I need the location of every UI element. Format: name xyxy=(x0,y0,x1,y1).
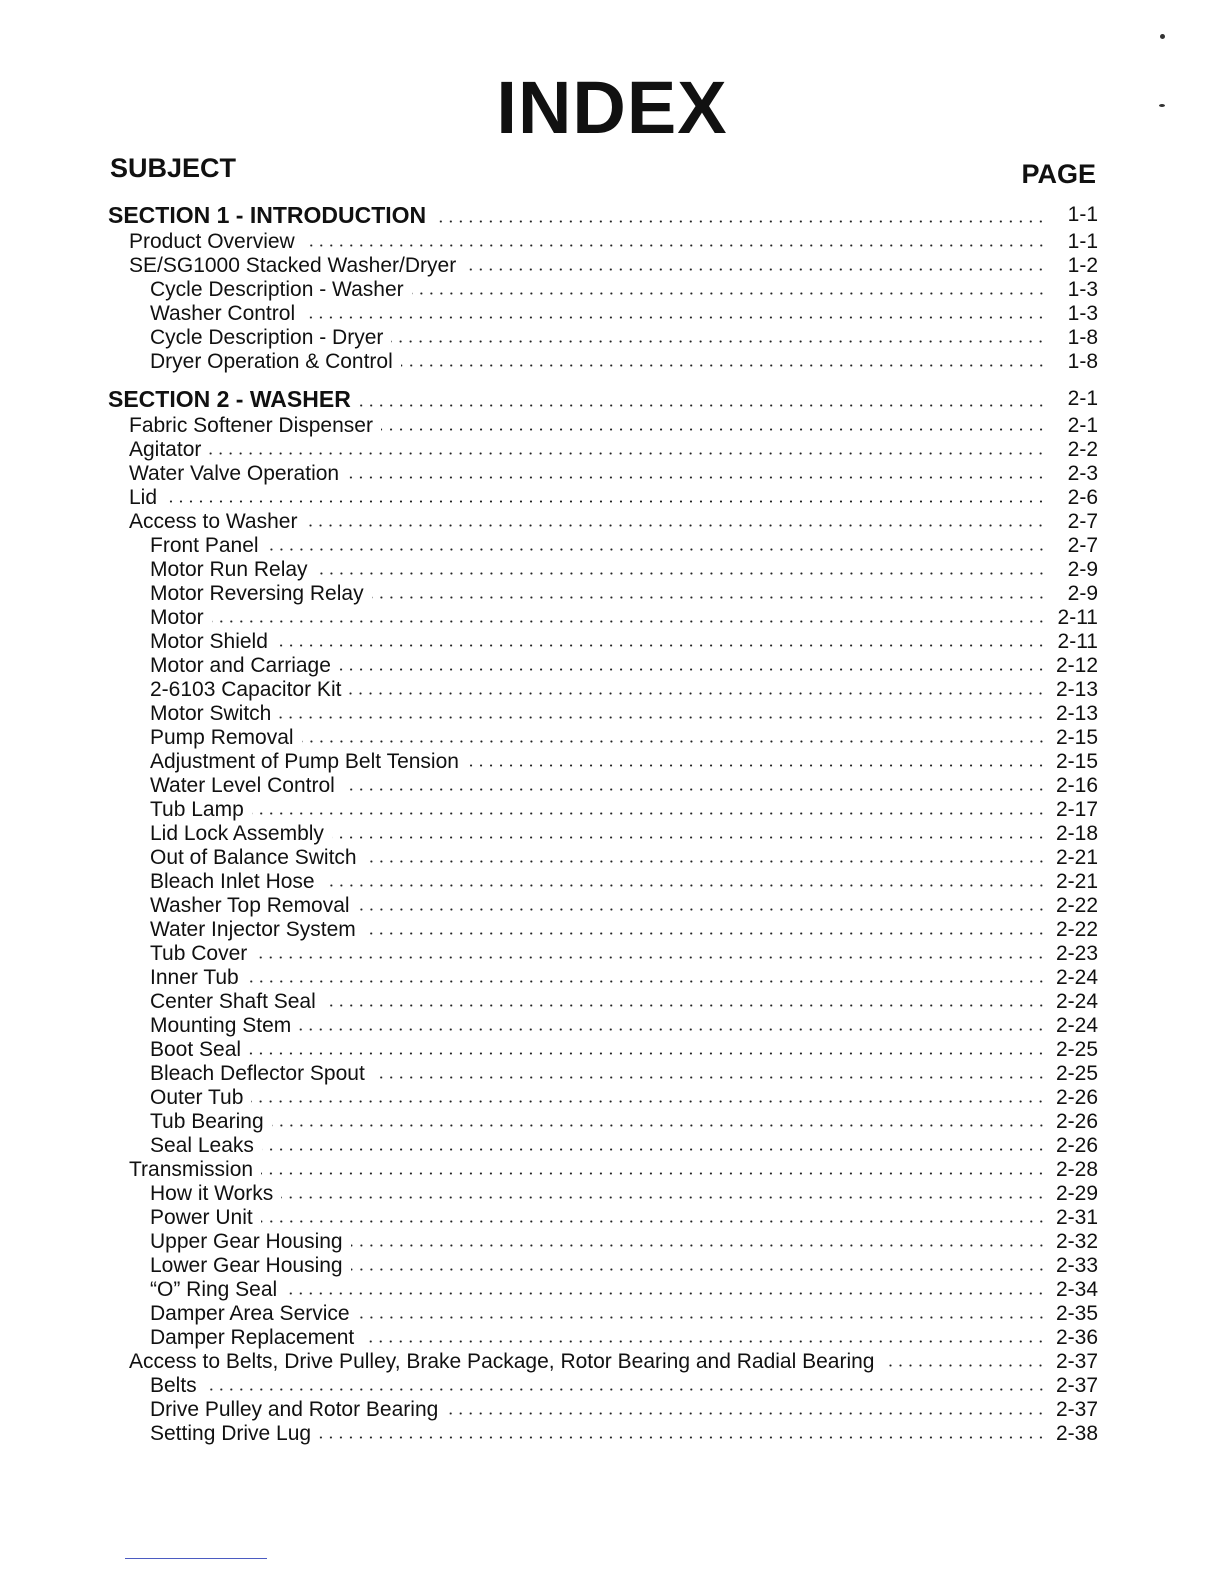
scan-underline xyxy=(125,1558,267,1559)
dot-leader xyxy=(316,572,1046,575)
toc-entry-row xyxy=(108,846,1098,870)
entry-title: Out of Balance Switch xyxy=(150,846,357,869)
page-number: 2-26 xyxy=(1055,1086,1098,1109)
toc-entry-row xyxy=(108,1110,1098,1134)
toc-entry-row xyxy=(108,990,1098,1014)
toc-entry-row xyxy=(108,726,1098,750)
entry-title: Front Panel xyxy=(150,534,259,557)
page-number: 2-38 xyxy=(1055,1422,1098,1445)
entry-title: Tub Bearing xyxy=(150,1110,264,1133)
page-number: 2-15 xyxy=(1055,726,1098,749)
dot-leader xyxy=(412,292,1046,295)
entry-title: Outer Tub xyxy=(150,1086,244,1109)
toc-entry-row xyxy=(108,918,1098,942)
entry-title: Water Valve Operation xyxy=(129,462,340,485)
toc-entry-row xyxy=(108,1158,1098,1182)
page-number: 2-13 xyxy=(1055,702,1098,725)
entry-title: Tub Lamp xyxy=(150,798,244,821)
entry-title: Motor and Carriage xyxy=(150,654,331,677)
page-number: 2-29 xyxy=(1055,1182,1098,1205)
dot-leader xyxy=(299,1028,1046,1031)
toc-entry-row xyxy=(108,582,1098,606)
page-number: 2-1 xyxy=(1067,387,1098,410)
entry-title: Center Shaft Seal xyxy=(150,990,316,1013)
dot-leader xyxy=(305,524,1046,527)
page-number: 1-1 xyxy=(1067,230,1098,253)
entry-title: Access to Belts, Drive Pulley, Brake Package, Rotor Bearing and Radial Bearing xyxy=(129,1350,875,1373)
dot-leader xyxy=(358,908,1046,911)
page-number: 2-26 xyxy=(1055,1110,1098,1133)
page-number: 2-33 xyxy=(1055,1254,1098,1277)
entry-title: Damper Area Service xyxy=(150,1302,350,1325)
toc-entry-row xyxy=(108,1302,1098,1326)
dot-leader xyxy=(434,220,1046,223)
page-number: 2-2 xyxy=(1067,438,1098,461)
entry-title: Seal Leaks xyxy=(150,1134,254,1157)
page-number: 2-22 xyxy=(1055,918,1098,941)
entry-title: “O” Ring Seal xyxy=(150,1278,278,1301)
toc-entry-row xyxy=(108,1206,1098,1230)
scan-speck xyxy=(1159,104,1165,107)
toc-entry-row xyxy=(108,822,1098,846)
page-number: 1-1 xyxy=(1067,203,1098,226)
entry-title: Motor Reversing Relay xyxy=(150,582,364,605)
dot-leader xyxy=(446,1412,1046,1415)
page-number: 2-25 xyxy=(1055,1038,1098,1061)
page-number: 2-32 xyxy=(1055,1230,1098,1253)
entry-title: Bleach Inlet Hose xyxy=(150,870,315,893)
toc-entry-row xyxy=(108,630,1098,654)
toc-entry-row xyxy=(108,606,1098,630)
toc-entry-row xyxy=(108,230,1098,254)
entry-title: Motor Run Relay xyxy=(150,558,308,581)
toc-entry-row xyxy=(108,678,1098,702)
dot-leader xyxy=(261,1220,1046,1223)
entry-title: SECTION 1 - INTRODUCTION xyxy=(108,202,427,228)
page-number: 2-9 xyxy=(1067,582,1098,605)
entry-title: Motor xyxy=(150,606,204,629)
page-number: 2-12 xyxy=(1055,654,1098,677)
toc-entry-row xyxy=(108,302,1098,326)
dot-leader xyxy=(261,1172,1046,1175)
entry-title: Power Unit xyxy=(150,1206,253,1229)
toc-entry-row xyxy=(108,1038,1098,1062)
section-heading-row xyxy=(108,384,1098,414)
page-number: 1-2 xyxy=(1067,254,1098,277)
entry-title: Inner Tub xyxy=(150,966,239,989)
entry-title: Pump Removal xyxy=(150,726,294,749)
dot-leader xyxy=(362,1340,1046,1343)
scan-speck xyxy=(1160,34,1165,39)
toc-entry-row xyxy=(108,1062,1098,1086)
page-number: 2-28 xyxy=(1055,1158,1098,1181)
dot-leader xyxy=(351,1244,1046,1247)
page-number: 2-37 xyxy=(1055,1398,1098,1421)
dot-leader xyxy=(372,596,1046,599)
page-number: 2-11 xyxy=(1057,630,1098,653)
subject-column-header: SUBJECT xyxy=(110,153,237,183)
dot-leader xyxy=(272,1124,1046,1127)
dot-leader xyxy=(882,1364,1046,1367)
page-number: 2-35 xyxy=(1055,1302,1098,1325)
dot-leader xyxy=(303,244,1046,247)
entry-title: Agitator xyxy=(129,438,202,461)
dot-leader xyxy=(303,316,1046,319)
dot-leader xyxy=(249,1052,1046,1055)
toc-section xyxy=(108,384,1098,1446)
page-number: 2-23 xyxy=(1055,942,1098,965)
page-number: 2-26 xyxy=(1055,1134,1098,1157)
page-number: 2-17 xyxy=(1055,798,1098,821)
page-number: 2-21 xyxy=(1055,870,1098,893)
dot-leader xyxy=(205,1388,1046,1391)
entry-title: Boot Seal xyxy=(150,1038,242,1061)
dot-leader xyxy=(358,1316,1046,1319)
toc-entry-row xyxy=(108,278,1098,302)
dot-leader xyxy=(323,884,1046,887)
entry-title: Lower Gear Housing xyxy=(150,1254,343,1277)
toc-section xyxy=(108,200,1098,374)
toc-entry-row xyxy=(108,966,1098,990)
entry-title: SE/SG1000 Stacked Washer/Dryer xyxy=(129,254,457,277)
entry-title: Drive Pulley and Rotor Bearing xyxy=(150,1398,439,1421)
entry-title: Upper Gear Housing xyxy=(150,1230,343,1253)
dot-leader xyxy=(347,476,1046,479)
toc-entry-row xyxy=(108,1086,1098,1110)
page-number: 1-8 xyxy=(1067,326,1098,349)
entry-title: Adjustment of Pump Belt Tension xyxy=(150,750,459,773)
dot-leader xyxy=(212,620,1046,623)
toc-entry-row xyxy=(108,350,1098,374)
page-number: 2-25 xyxy=(1055,1062,1098,1085)
toc-entry-row xyxy=(108,254,1098,278)
page-column-header: PAGE xyxy=(1021,159,1096,189)
dot-leader xyxy=(255,956,1046,959)
entry-title: Product Overview xyxy=(129,230,295,253)
toc-entry-row xyxy=(108,654,1098,678)
page-number: 2-6 xyxy=(1067,486,1098,509)
dot-leader xyxy=(467,764,1046,767)
dot-leader xyxy=(324,1004,1046,1007)
page-number: 2-13 xyxy=(1055,678,1098,701)
page-number: 2-24 xyxy=(1055,966,1098,989)
dot-leader xyxy=(262,1148,1046,1151)
dot-leader xyxy=(252,812,1046,815)
entry-title: Belts xyxy=(150,1374,197,1397)
entry-title: How it Works xyxy=(150,1182,274,1205)
entry-title: Water Injector System xyxy=(150,918,356,941)
page-number: 2-9 xyxy=(1067,558,1098,581)
dot-leader xyxy=(401,364,1046,367)
toc-entry-row xyxy=(108,1326,1098,1350)
page-number: 2-31 xyxy=(1055,1206,1098,1229)
page-number: 2-18 xyxy=(1055,822,1098,845)
page-number: 2-37 xyxy=(1055,1350,1098,1373)
entry-title: Lid Lock Assembly xyxy=(150,822,324,845)
entry-title: Setting Drive Lug xyxy=(150,1422,312,1445)
dot-leader xyxy=(349,692,1046,695)
entry-title: Mounting Stem xyxy=(150,1014,292,1037)
page-number: 2-24 xyxy=(1055,990,1098,1013)
dot-leader xyxy=(339,668,1046,671)
toc-entry-row xyxy=(108,750,1098,774)
dot-leader xyxy=(267,548,1046,551)
entry-title: Motor Shield xyxy=(150,630,268,653)
entry-title: Motor Switch xyxy=(150,702,272,725)
page-number: 2-16 xyxy=(1055,774,1098,797)
toc-entry-row xyxy=(108,1422,1098,1446)
toc-entry-row xyxy=(108,702,1098,726)
entry-title: 2-6103 Capacitor Kit xyxy=(150,678,342,701)
dot-leader xyxy=(209,452,1046,455)
entry-title: Water Level Control xyxy=(150,774,335,797)
dot-leader xyxy=(251,1100,1046,1103)
entry-title: Washer Top Removal xyxy=(150,894,350,917)
dot-leader xyxy=(276,644,1046,647)
dot-leader xyxy=(332,836,1046,839)
entry-title: Transmission xyxy=(129,1158,254,1181)
toc-entry-row xyxy=(108,1014,1098,1038)
dot-leader xyxy=(359,404,1046,407)
toc-entry-row xyxy=(108,894,1098,918)
toc-entry-row xyxy=(108,1230,1098,1254)
dot-leader xyxy=(279,716,1046,719)
dot-leader xyxy=(319,1436,1046,1439)
entry-title: Access to Washer xyxy=(129,510,298,533)
toc-entry-row xyxy=(108,774,1098,798)
page-number: 2-36 xyxy=(1055,1326,1098,1349)
toc-entry-row xyxy=(108,326,1098,350)
dot-leader xyxy=(391,340,1046,343)
entry-title: Cycle Description - Dryer xyxy=(150,326,384,349)
dot-leader xyxy=(302,740,1046,743)
dot-leader xyxy=(343,788,1046,791)
entry-title: Lid xyxy=(129,486,158,509)
table-of-contents xyxy=(108,200,1098,1456)
page-number: 2-24 xyxy=(1055,1014,1098,1037)
toc-entry-row xyxy=(108,1374,1098,1398)
toc-entry-row xyxy=(108,1278,1098,1302)
page-number: 2-7 xyxy=(1067,510,1098,533)
page-number: 2-15 xyxy=(1055,750,1098,773)
page-number: 2-21 xyxy=(1055,846,1098,869)
entry-title: Tub Cover xyxy=(150,942,248,965)
toc-entry-row xyxy=(108,1134,1098,1158)
dot-leader xyxy=(351,1268,1046,1271)
entry-title: Damper Replacement xyxy=(150,1326,355,1349)
toc-entry-row xyxy=(108,558,1098,582)
page-number: 2-37 xyxy=(1055,1374,1098,1397)
page-number: 2-34 xyxy=(1055,1278,1098,1301)
toc-entry-row xyxy=(108,1398,1098,1422)
dot-leader xyxy=(365,860,1046,863)
toc-entry-row xyxy=(108,438,1098,462)
dot-leader xyxy=(285,1292,1046,1295)
page-title: INDEX xyxy=(496,66,728,149)
toc-entry-row xyxy=(108,414,1098,438)
entry-title: Cycle Description - Washer xyxy=(150,278,404,301)
toc-entry-row xyxy=(108,534,1098,558)
toc-entry-row xyxy=(108,1350,1098,1374)
dot-leader xyxy=(247,980,1046,983)
entry-title: Bleach Deflector Spout xyxy=(150,1062,365,1085)
page-number: 2-22 xyxy=(1055,894,1098,917)
toc-entry-row xyxy=(108,486,1098,510)
dot-leader xyxy=(373,1076,1046,1079)
toc-entry-row xyxy=(108,870,1098,894)
toc-entry-row xyxy=(108,510,1098,534)
entry-title: Dryer Operation & Control xyxy=(150,350,393,373)
page-number: 1-3 xyxy=(1067,278,1098,301)
page-number: 2-1 xyxy=(1067,414,1098,437)
entry-title: Washer Control xyxy=(150,302,296,325)
dot-leader xyxy=(464,268,1046,271)
entry-title: Fabric Softener Dispenser xyxy=(129,414,373,437)
dot-leader xyxy=(165,500,1046,503)
page-number: 1-3 xyxy=(1067,302,1098,325)
dot-leader xyxy=(281,1196,1046,1199)
section-heading-row xyxy=(108,200,1098,230)
toc-entry-row xyxy=(108,1182,1098,1206)
page-number: 2-3 xyxy=(1067,462,1098,485)
dot-leader xyxy=(381,428,1046,431)
toc-entry-row xyxy=(108,462,1098,486)
toc-entry-row xyxy=(108,942,1098,966)
toc-entry-row xyxy=(108,798,1098,822)
dot-leader xyxy=(364,932,1046,935)
page-number: 1-8 xyxy=(1067,350,1098,373)
toc-entry-row xyxy=(108,1254,1098,1278)
page-number: 2-11 xyxy=(1057,606,1098,629)
page-number: 2-7 xyxy=(1067,534,1098,557)
entry-title: SECTION 2 - WASHER xyxy=(108,386,351,412)
